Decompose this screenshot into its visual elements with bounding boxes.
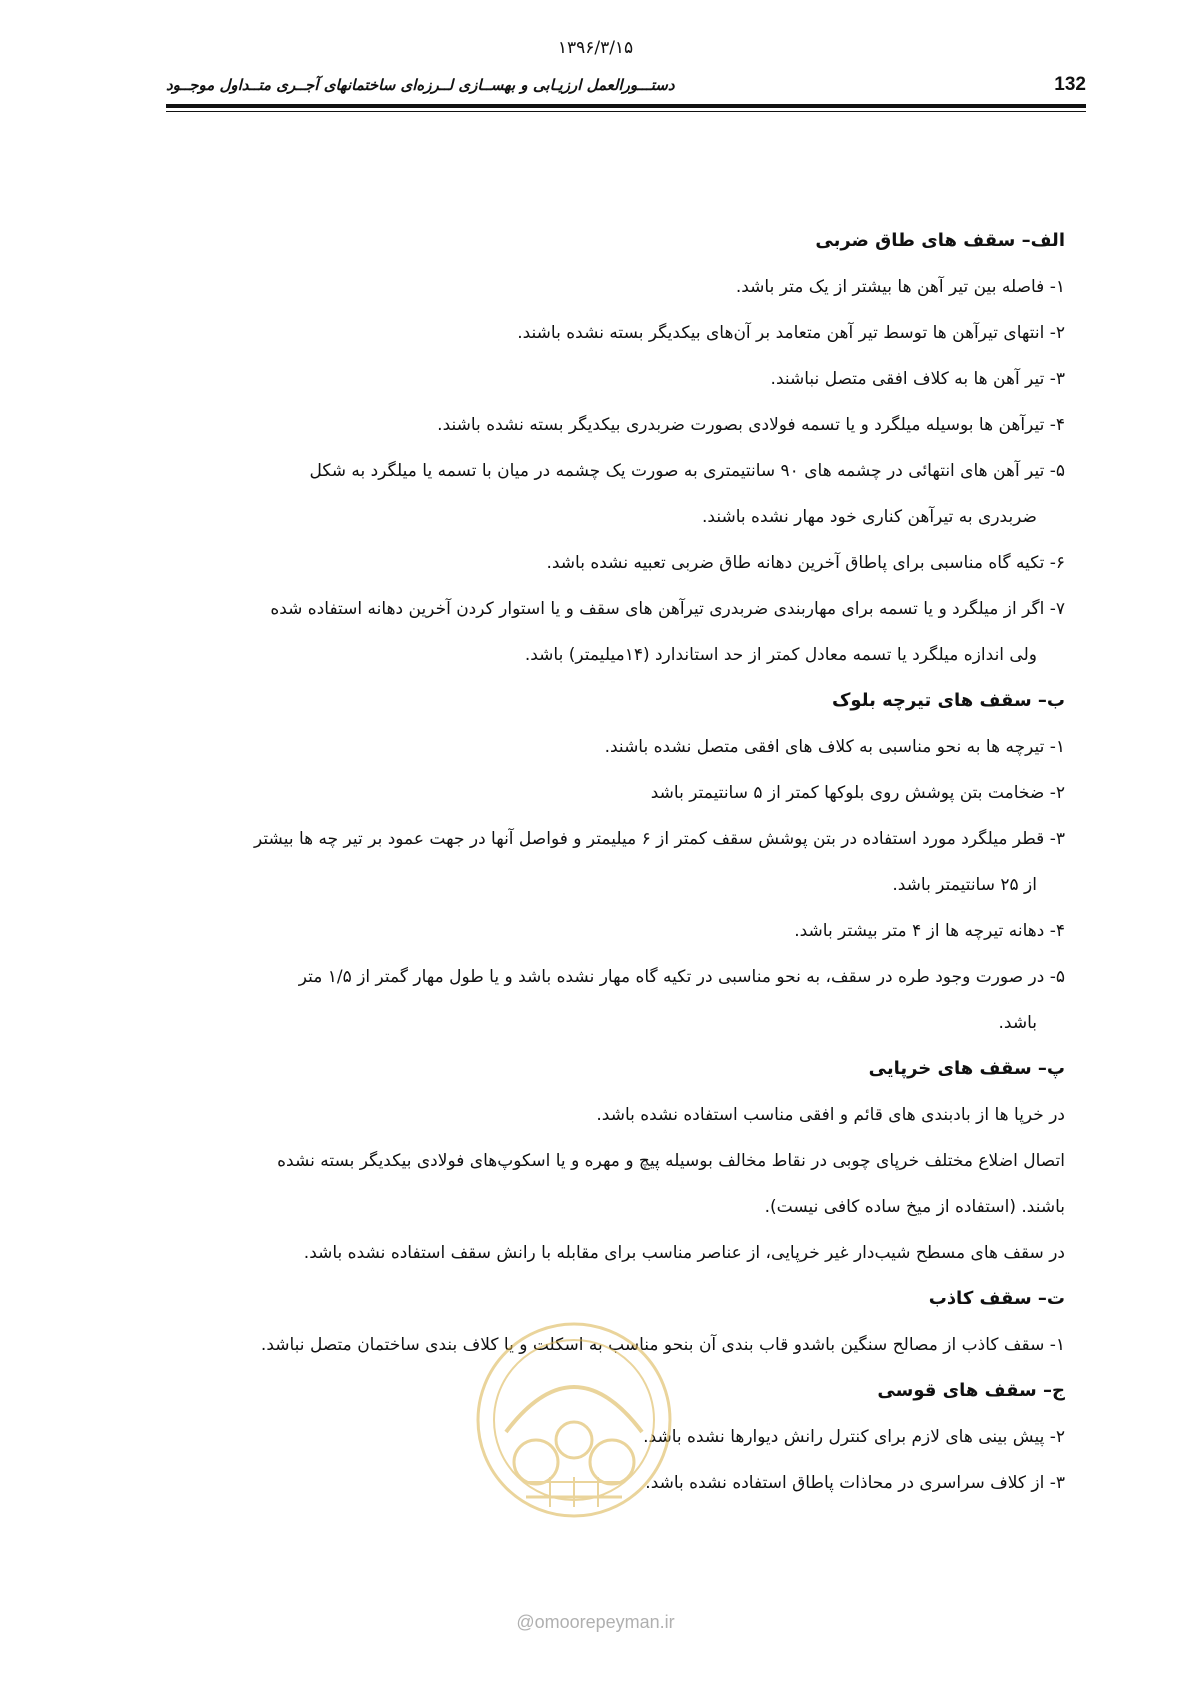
list-item: ۴- دهانه تیرچه ها از ۴ متر بیشتر باشد.	[794, 921, 1065, 941]
list-item: ۳- قطر میلگرد مورد استفاده در بتن پوشش سقف کمتر از ۶ میلیمتر و فواصل آنها در جهت عمود بر تیر چه ها بیشتر	[254, 829, 1065, 849]
header-rule-thick	[166, 104, 1086, 108]
section-heading-pe: پ– سقف های خرپایی	[868, 1058, 1065, 1079]
section-heading-alef: الف– سقف های طاق ضربی	[815, 230, 1065, 251]
paragraph-continuation: باشند. (استفاده از میخ ساده کافی نیست).	[764, 1197, 1065, 1217]
list-item: ۴- تیرآهن ها بوسیله میلگرد و یا تسمه فولادی بصورت ضربدری بیکدیگر بسته نشده باشند.	[437, 415, 1065, 435]
header-rule-thin	[166, 111, 1086, 112]
list-item: ۱- تیرچه ها به نحو مناسبی به کلاف های افقی متصل نشده باشند.	[604, 737, 1065, 757]
list-item: ۶- تکیه گاه مناسبی برای پاطاق آخرین دهانه طاق ضربی تعبیه نشده باشد.	[546, 553, 1065, 573]
watermark-seal-icon	[466, 1312, 682, 1528]
list-item-continuation: از ۲۵ سانتیمتر باشد.	[892, 875, 1037, 895]
running-title: دستـــورالعمل ارزیـابی و بهســازی لــرزه‌ای ساختمانهای آجــری متــداول موجــود	[166, 76, 675, 94]
paragraph: در سقف های مسطح شیب‌دار غیر خرپایی، از عناصر مناسب برای مقابله با رانش سقف استفاده نشده باشد.	[303, 1243, 1065, 1263]
page-header	[166, 70, 1086, 104]
section-heading-be: ب– سقف های تیرچه بلوک	[832, 690, 1065, 711]
list-item: ۳- از کلاف سراسری در محاذات پاطاق استفاده نشده باشد.	[645, 1473, 1065, 1493]
section-heading-te: ت– سقف کاذب	[928, 1288, 1065, 1309]
list-item: ۷- اگر از میلگرد و یا تسمه برای مهاربندی ضربدری تیرآهن های سقف و یا استوار کردن آخرین دهانه استفاده شده	[270, 599, 1065, 619]
paragraph: در خرپا ها از بادبندی های قائم و افقی مناسب استفاده نشده باشد.	[596, 1105, 1065, 1125]
list-item: ۱- فاصله بین تیر آهن ها بیشتر از یک متر باشد.	[735, 277, 1065, 297]
document-date: ۱۳۹۶/۳/۱۵	[557, 38, 634, 58]
list-item: ۲- انتهای تیرآهن ها توسط تیر آهن متعامد بر آن‌های بیکدیگر بسته نشده باشند.	[517, 323, 1065, 343]
watermark-site-text: @omoorepeyman.ir	[516, 1612, 675, 1632]
list-item: ۵- تیر آهن های انتهائی در چشمه های ۹۰ سانتیمتری به صورت یک چشمه در میان با تسمه یا میلگرد به شکل	[309, 461, 1065, 481]
list-item-continuation: باشد.	[998, 1013, 1037, 1033]
list-item: ۳- تیر آهن ها به کلاف افقی متصل نباشند.	[770, 369, 1065, 389]
list-item-continuation: ضربدری به تیرآهن کناری خود مهار نشده باشند.	[702, 507, 1037, 527]
paragraph: اتصال اضلاع مختلف خرپای چوبی در نقاط مخالف بوسیله پیچ و مهره و یا اسکوپ‌های فولادی بیکدیگر بسته نشده	[277, 1151, 1065, 1171]
section-heading-jim: ج– سقف های قوسی	[877, 1380, 1065, 1401]
list-item: ۵- در صورت وجود طره در سقف، به نحو مناسبی در تکیه گاه مهار نشده باشد و یا طول مهار گمتر از ۱/۵ متر	[298, 967, 1065, 987]
list-item: ۲- پیش بینی های لازم برای کنترل رانش دیوارها نشده باشد.	[643, 1427, 1065, 1447]
list-item: ۲- ضخامت بتن پوشش روی بلوکها کمتر از ۵ سانتیمتر باشد	[650, 783, 1065, 803]
list-item: ۱- سقف کاذب از مصالح سنگین باشدو قاب بندی آن بنحو مناسب به اسکلت و یا کلاف بندی ساختمان متصل نباشد.	[260, 1335, 1065, 1355]
list-item-continuation: ولی اندازه میلگرد یا تسمه معادل کمتر از حد استاندارد (۱۴میلیمتر) باشد.	[524, 645, 1037, 665]
page-number: 132	[1054, 74, 1086, 95]
